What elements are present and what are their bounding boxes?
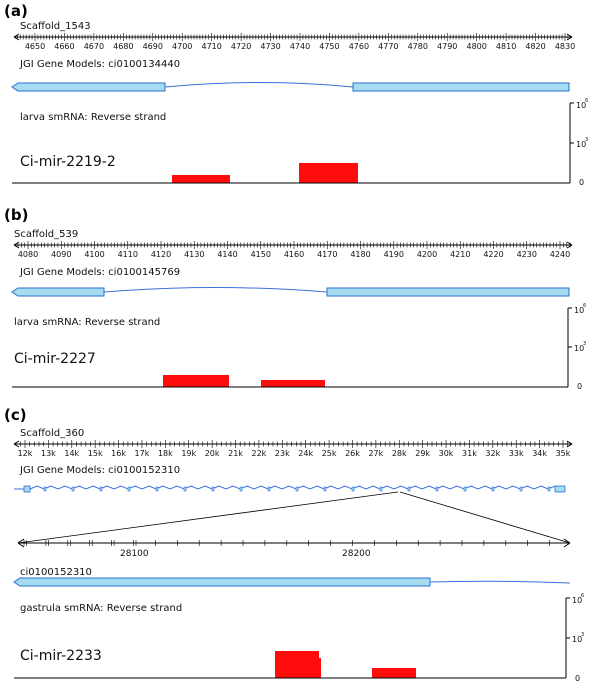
panel-c-exon [436, 487, 438, 491]
panel-c-zoom-ruler [18, 539, 570, 559]
panel-b-gene-model [12, 288, 569, 297]
panel-c-zoom-tick-label-1: 28100 [120, 549, 149, 559]
panel-a-read-2 [299, 163, 358, 183]
ruler-tick-label: 15k [87, 449, 103, 458]
ruler-tick-label: 4710 [201, 42, 222, 51]
panel-c-exon [128, 487, 130, 491]
panel-c-exon [352, 487, 354, 491]
ruler-tick-label: 22k [251, 449, 267, 458]
panel-b-gene-intron [104, 288, 327, 293]
panel-b-gene-title: JGI Gene Models: ci0100145769 [20, 267, 181, 278]
ruler-tick-label: 24k [298, 449, 314, 458]
ruler-tick-label: 13k [40, 449, 56, 458]
panel-c-exon [520, 487, 522, 491]
ruler-tick-label: 4240 [549, 250, 571, 259]
ruler-tick-label: 14k [64, 449, 80, 458]
panel-c [4, 406, 584, 683]
panel-c-scaffold-label: Scaffold_360 [20, 428, 85, 439]
panel-c-exon [324, 487, 326, 491]
panel-b [4, 206, 586, 391]
panel-c-exon [296, 487, 298, 491]
panel-c-zoom-line-left [18, 492, 398, 543]
ruler-tick-label: 4180 [350, 250, 371, 259]
ruler-tick-label: 4130 [184, 250, 205, 259]
ruler-tick-label: 18k [157, 449, 173, 458]
ruler-tick-label: 4220 [483, 250, 504, 259]
panel-a-track-title: larva smRNA: Reverse strand [20, 112, 167, 123]
panel-c-exon [212, 487, 214, 491]
ruler-tick-label: 4190 [383, 250, 404, 259]
ruler-tick-label: 4720 [230, 42, 252, 51]
panel-c-scale-top-exp: 6 [581, 593, 585, 599]
panel-c-exon-last [555, 486, 565, 492]
panel-b-scaffold-label: Scaffold_539 [14, 229, 79, 240]
ruler-tick-label: 4790 [437, 42, 458, 51]
ruler-tick-label: 4670 [83, 42, 105, 51]
panel-c-exon [44, 487, 46, 491]
panel-c-read-1b [319, 658, 321, 678]
ruler-tick-label: 17k [134, 449, 150, 458]
ruler-tick-label: 25k [321, 449, 337, 458]
panel-a-gene-intron [165, 83, 353, 88]
ruler-tick-label: 4780 [407, 42, 428, 51]
ruler-tick-label: 16k [111, 449, 126, 458]
ruler-tick-label: 4650 [24, 42, 46, 51]
panel-c-gene-title: JGI Gene Models: ci0100152310 [20, 465, 181, 476]
ruler-tick-label: 4750 [319, 42, 340, 51]
panel-a-scale-mid-exp: 3 [585, 137, 589, 143]
panel-c-scale-mid: 10 [572, 635, 583, 644]
panel-b-exon-2 [327, 288, 569, 296]
panel-b-scale-mid-exp: 3 [583, 341, 587, 347]
panel-b-read-2 [261, 380, 325, 387]
panel-c-read-2 [372, 668, 416, 678]
panel-b-scale-zero: 0 [577, 382, 583, 391]
panel-b-ruler [14, 241, 572, 259]
panel-c-ruler [14, 440, 572, 458]
ruler-tick-label: 4150 [250, 250, 271, 259]
panel-c-exon [72, 487, 74, 491]
ruler-tick-label: 4660 [54, 42, 75, 51]
ruler-tick-label: 34k [532, 449, 548, 458]
panel-c-zoom-gene-model [14, 578, 570, 586]
panel-a [4, 2, 588, 187]
panel-c-exon [184, 487, 186, 491]
panel-a-scale-zero: 0 [579, 178, 585, 187]
ruler-tick-label: 4170 [317, 250, 338, 259]
ruler-tick-label: 4230 [516, 250, 537, 259]
panel-c-scale-top: 10 [572, 596, 583, 605]
panel-c-zoom-gene-title: ci0100152310 [20, 567, 92, 578]
panel-b-scale [568, 303, 586, 391]
ruler-tick-label: 4080 [17, 250, 39, 259]
ruler-tick-label: 4800 [466, 42, 487, 51]
ruler-tick-label: 4140 [217, 250, 238, 259]
panel-b-scale-top-exp: 6 [583, 303, 587, 309]
ruler-tick-label: 4830 [554, 42, 576, 51]
ruler-tick-label: 23k [274, 449, 290, 458]
panel-b-exon-1 [12, 288, 104, 296]
ruler-tick-label: 30k [438, 449, 454, 458]
panel-c-zoom-line-right [400, 492, 570, 543]
ruler-tick-label: 26k [345, 449, 360, 458]
ruler-tick-label: 4820 [525, 42, 546, 51]
ruler-tick-label: 4770 [378, 42, 399, 51]
panel-a-mirna-label: Ci-mir-2219-2 [20, 154, 116, 170]
panel-a-gene-model [12, 83, 569, 92]
ruler-tick-label: 4160 [283, 250, 305, 259]
panel-c-exon [240, 487, 242, 491]
panel-c-exon [408, 487, 410, 491]
panel-a-scale-mid: 10 [576, 140, 587, 149]
panel-c-exon [268, 487, 270, 491]
ruler-tick-label: 4760 [348, 42, 370, 51]
panel-c-track-title: gastrula smRNA: Reverse strand [20, 603, 183, 614]
panel-c-zoom-tick-label-2: 28200 [342, 549, 371, 559]
panel-c-exon [380, 487, 382, 491]
ruler-tick-label: 4730 [260, 42, 281, 51]
ruler-tick-label: 12k [17, 449, 33, 458]
ruler-tick-label: 27k [368, 449, 384, 458]
ruler-tick-label: 4210 [450, 250, 471, 259]
panel-c-scale-mid-exp: 3 [581, 632, 585, 638]
panel-c-gene-block [24, 486, 30, 492]
ruler-tick-label: 31k [462, 449, 477, 458]
panel-c-exon [100, 487, 102, 491]
panel-a-scale-top: 10 [576, 101, 587, 110]
panel-a-scale [570, 98, 588, 187]
ruler-tick-label: 19k [181, 449, 197, 458]
panel-c-exon [492, 487, 494, 491]
panel-b-scale-mid: 10 [574, 344, 585, 353]
ruler-tick-label: 4120 [150, 250, 172, 259]
panel-b-track-title: larva smRNA: Reverse strand [14, 317, 161, 328]
panel-c-read-1 [275, 651, 319, 678]
panel-a-scaffold-label: Scaffold_1543 [20, 21, 91, 32]
panel-c-letter: (c) [4, 406, 27, 424]
ruler-tick-label: 4810 [495, 42, 517, 51]
ruler-tick-label: 4680 [113, 42, 134, 51]
ruler-tick-label: 33k [508, 449, 524, 458]
panel-a-gene-title: JGI Gene Models: ci0100134440 [20, 59, 181, 70]
panel-c-zoom-exon [14, 578, 430, 586]
ruler-tick-label: 29k [415, 449, 431, 458]
panel-c-exon [548, 487, 550, 491]
ruler-tick-label: 4200 [416, 250, 438, 259]
ruler-tick-label: 20k [204, 449, 220, 458]
panel-c-mirna-label: Ci-mir-2233 [20, 648, 102, 664]
ruler-tick-label: 4110 [117, 250, 138, 259]
panel-a-ruler [14, 33, 575, 51]
panel-c-scale [566, 593, 584, 683]
panel-b-scale-top: 10 [574, 306, 585, 315]
ruler-tick-label: 4700 [172, 42, 193, 51]
ruler-tick-label: 4100 [84, 250, 105, 259]
ruler-tick-label: 32k [485, 449, 501, 458]
panel-a-letter: (a) [4, 2, 28, 20]
panel-c-exon [156, 487, 158, 491]
ruler-tick-label: 35k [555, 449, 571, 458]
ruler-tick-label: 4690 [142, 42, 163, 51]
panel-b-letter: (b) [4, 206, 29, 224]
panel-b-mirna-label: Ci-mir-2227 [14, 351, 96, 367]
ruler-tick-label: 28k [391, 449, 407, 458]
panel-a-exon-1 [12, 83, 165, 91]
panel-a-scale-top-exp: 6 [585, 98, 589, 104]
panel-a-read-1 [172, 175, 230, 183]
panel-a-exon-2 [353, 83, 569, 91]
panel-b-read-1 [163, 375, 229, 387]
ruler-tick-label: 4090 [51, 250, 72, 259]
panel-c-exon [464, 487, 466, 491]
panel-c-scale-zero: 0 [575, 674, 581, 683]
ruler-tick-label: 21k [228, 449, 243, 458]
panel-c-gene-model [14, 486, 565, 492]
ruler-tick-label: 4740 [289, 42, 311, 51]
